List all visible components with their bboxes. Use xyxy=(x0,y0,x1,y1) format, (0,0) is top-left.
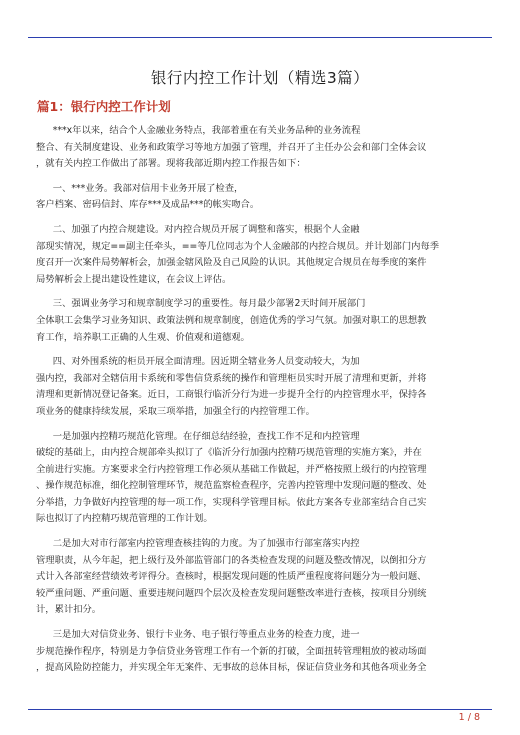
paragraph-6: 一是加强内控精巧规范化管理。在仔细总结经验，查找工作不足和内控管理 破绽的基础上，由内控合规部牵头拟订了《临沂分行加强内控精巧规范管理的实施方案》，并在 全前进行实施。方案要求全行内控管理工作必须从基础工作做起，并严格按照上级行的内控管理 、操作规范标准，细化控制管理环节，规范监察检查程序，完善内控管理中发现问题的整改、处 分举措，力争做好内控管理的每一项工作，实现科学管理目标。依此方案各专业部室结合自己实 际也拟订了内控精巧规范管理的工作计划。 xyxy=(36,430,427,525)
bottom-rule xyxy=(28,709,492,710)
paragraph-4: 三、强调业务学习和规章制度学习的重要性。每月最少部署2天时间开展部门 全体职工会集学习业务知识、政策法例和规章制度，创造优秀的学习气氛。加强对职工的思想教 育工作，培养职工正确的人生观、价值观和道德观。 xyxy=(36,298,427,343)
document-body xyxy=(36,123,484,685)
page-indicator: 1 / 8 xyxy=(458,712,480,723)
paragraph-8: 三是加大对信贷业务、银行卡业务、电子银行等重点业务的检查力度，进一 步规范操作程序，特别是力争信贷业务管理工作有一个新的打破，全面扭转管理粗放的被动场面 ，提高风险防控能力，并实现全年无案件、无事故的总体目标，保证信贷业务和其他各项业务全 xyxy=(36,629,427,674)
top-rule xyxy=(28,37,492,38)
paragraph-7: 二是加大对市行部室内控管理查核挂钩的力度。为了加强市行部室落实内控 管理职责，从今年起，把上级行及外部监管部门的各类检查发现的问题及整改情况，以倒扣分方 式计入各部室经营绩效考评得分。查核时，根据发现问题的性质严重程度将问题分为一般问题、 较严重问题、严重问题、重要违规问题四个层次及检查发现问题整改率进行查核，按项目分别统 计，累计扣分。 xyxy=(36,538,427,616)
paragraph-3: 二、加强了内控合规建设。对内控合规员开展了调整和落实，根据个人金融 部现实情况，规定==副主任牵头，==等几位同志为个人金融部的内控合规员。并计划部门内每季 度召开一次案件局势解析会，加强金辖风险及自己风险的认识。其他规定合规员在每季度的案件 局势解析会上提出建设性建议，在会议上评估。 xyxy=(36,223,440,285)
document-title: 银行内控工作计划（精选3篇） xyxy=(150,69,370,87)
paragraph-1: ***x年以来，结合个人金融业务特点，我部着重在有关业务品种的业务流程 整合、有关制度建设、业务和政策学习等地方加强了管理，并召开了主任办公会和部门全体会议 ，就有关内控工作做出了部署。现将我部近期内控工作报告如下： xyxy=(36,125,427,170)
paragraph-2: 一、***业务。我部对信用卡业务开展了检查， 客户档案、密码信封、库存***及成品***的帐实吻合。 xyxy=(36,182,260,211)
section-heading: 篇1：银行内控工作计划 xyxy=(37,99,171,114)
paragraph-5: 四、对外围系统的柜员开展全面清理。因近期全辖业务人员变动较大，为加 强内控，我部对全辖信用卡系统和零售信贷系统的操作和管理柜员实时开展了清理和更新，并将 清理和更新情况登记备案。近日，工商银行临沂分行为进一步提升全行的内控管理水平，保持各 项业务的健康持续发展，采取三项举措，加强全行的内控管理工作。 xyxy=(36,356,427,417)
